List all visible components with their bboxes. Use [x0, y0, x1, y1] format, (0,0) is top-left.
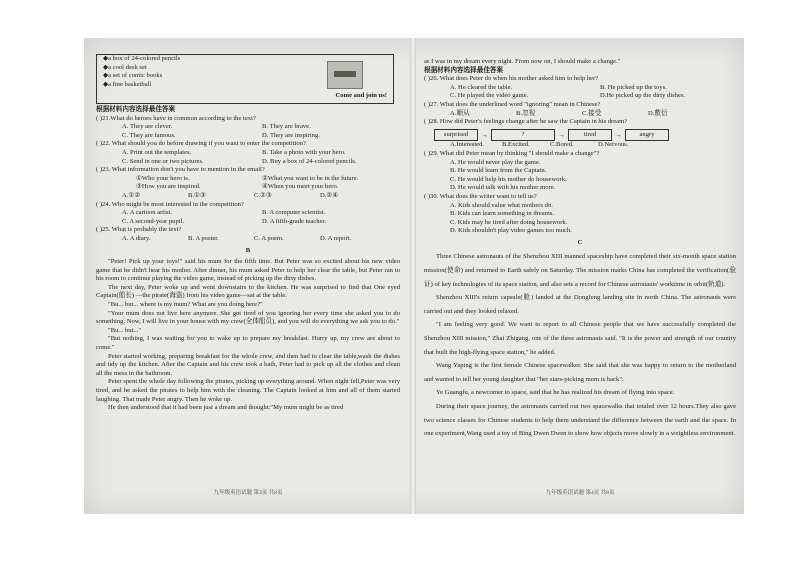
option: C. He played the video game.	[450, 92, 529, 100]
passage-paragraph: Wang Yaping is the first female Chinese spacewalker. She said that she was happy to return to the motherland and wanted to tell her young daughter that "her stars-picking mom is back".	[424, 362, 736, 383]
box-item: ◆a box of 24-colored pencils	[103, 55, 181, 62]
option: ④When you meet your hero.	[262, 183, 339, 191]
instruction: 根据材料内容选择最佳答案	[424, 66, 504, 74]
option: D. They are inspiring.	[262, 131, 320, 139]
option: B.Excited.	[502, 141, 530, 149]
passage-c	[424, 250, 736, 440]
question-29: ( )29. What did Peter mean by thinking "I should make a change"?	[424, 149, 600, 157]
passage-paragraph: "Your mum does not live here anymore. She got tired of you ignoring her every time she asked you to do something. Now, I will live in your house with my crew(全体船员), and you will do everything we ask you to do."	[96, 309, 400, 326]
page-footer: 九年级英语试题 第3页 共8页	[213, 490, 283, 497]
question-27: ( )27. What does the underlined word "ignoring" mean in Chinese?	[424, 100, 601, 108]
option: A.①②	[122, 191, 141, 199]
option: A. Print out the templates.	[122, 148, 192, 156]
passage-paragraph: "Peter! Pick up your toys!" said his mum for the fifth time. But Peter was so excited about his new video game that he didn't hear his mother. After dinner, his mum asked Peter to help her clear the table, but Peter ran to his room to continue playing the video game, instead of picking up the dirty dishes.	[96, 258, 400, 283]
option: ②What you want to be in the future.	[262, 174, 359, 182]
option: B. A poster.	[188, 234, 219, 242]
scanned-exam-sheet	[84, 38, 744, 514]
option: B. A computer scientist.	[262, 209, 326, 217]
feelings-flowchart	[434, 129, 736, 142]
option: C.接受	[582, 109, 602, 117]
option: B. He would learn from the Captain.	[450, 167, 547, 175]
option: C. Send in one or two pictures.	[122, 157, 204, 165]
option: B. Kids can learn something in dreams.	[450, 210, 555, 218]
option: ③How you are inspired.	[136, 183, 201, 191]
arrow-icon: →	[481, 130, 488, 139]
left-page	[96, 38, 400, 514]
option: D.敷衍	[648, 109, 668, 117]
question-23: ( )23. What information don't you have to mention in the email?	[96, 166, 265, 174]
question-25: ( )25. What is probably the text?	[96, 226, 182, 234]
option: C.Bored.	[550, 141, 574, 149]
passage-paragraph: Shenzhou XIII's return capsule(舱) landed at the Dongfeng landing site in north China. The astronauts were carried out and they looked relaxed.	[424, 294, 736, 315]
option: D. A report.	[320, 234, 352, 242]
passage-paragraph: He then understood that it had been just a dream and thought:"My mum might be as tired	[108, 404, 344, 412]
passage-paragraph: Ye Guangfu, a newcomer to space, said that he has realized his dream of flying into space.	[436, 389, 675, 397]
passage-paragraph: During their space journey, the astronauts carried out two spacewalks that totaled over 12 hours.They also gave two science classes for Chinese students to help them understand the difference between the earth and the space. In one experiment,Wang used a toy of Bing Dwen Dwen to show how objects move slowly in a weightless environment.	[424, 403, 736, 438]
option: A. Kids should value what mothers do.	[450, 201, 553, 209]
question-26: ( )26. What does Peter do when his mother asked him to help her?	[424, 75, 599, 83]
box-item: ◆a cool desk set	[103, 63, 147, 71]
flow-box: angry	[625, 129, 669, 142]
page-fold	[410, 38, 416, 514]
option: D.②④	[320, 191, 339, 199]
arrow-icon: →	[558, 130, 565, 139]
option: C. A second-year pupil.	[122, 217, 185, 225]
right-page	[424, 38, 736, 514]
option: D. Kids shouldn't play video games too much.	[450, 227, 572, 235]
option: A.Interested.	[450, 141, 485, 149]
option: D.He picked up the dirty dishes.	[600, 92, 686, 100]
option: D. He would talk with his mother more.	[450, 184, 556, 192]
option: B. He picked up the toys.	[600, 83, 667, 91]
option: A. They are clever.	[122, 123, 173, 131]
option: C. A poem.	[254, 234, 284, 242]
option: D.Nervous.	[598, 141, 629, 149]
option: B.忽视	[516, 109, 536, 117]
passage-paragraph: "But nothing, I was waiting for you to wake up to prepare my breakfast. Hurry up, my crew are about to come."	[96, 335, 400, 352]
section-c-heading: C	[577, 238, 583, 246]
option: C. Kids may be tired after doing housework.	[450, 218, 568, 226]
flow-box: tired	[568, 129, 612, 142]
option: A. A diary.	[122, 234, 151, 242]
option: B. They are brave.	[262, 123, 311, 131]
question-28: ( )28. How did Peter's feelings change after he saw the Captain in his dream?	[424, 118, 628, 126]
poster-logo-image	[327, 61, 363, 89]
passage-paragraph: Peter spent the whole day following the pirates, picking up everything around. When night fell,Peter was very tired, and he asked the pirates to help him with the cleaning. The Captain looked at him and all of them started laughing. That made Peter angry. Then he woke up.	[96, 378, 400, 403]
section-b-heading: B	[245, 246, 251, 254]
option: D. A fifth-grade teacher.	[262, 217, 326, 225]
box-item: ◆a fine basketball	[103, 80, 152, 88]
question-22: ( )22. What should you do before drawing if you want to enter the competition?	[96, 140, 306, 148]
option: C. He would help his mother do housework.	[450, 175, 567, 183]
question-21: ( )21.What do heroes have in common according to the text?	[96, 114, 256, 122]
passage-paragraph: The next day, Peter woke up and went downstairs to the kitchen. He was surprised to find that One eyed Captain(船长) —the pirate(海盗) from his video game—sat at the table.	[96, 283, 400, 300]
instruction: 根据材料内容选择最佳答案	[96, 106, 176, 113]
flow-box: surprised	[434, 129, 478, 142]
option: A. He would never play the game.	[450, 158, 541, 166]
option: B. Take a photo with your hero.	[262, 148, 346, 156]
question-24: ( )24. Who might be most interested in the competition?	[96, 200, 244, 208]
option: B.①③	[188, 191, 206, 199]
passage-paragraph: "I am feeling very good. We want to report to all Chinese people that we have successfully completed the Shenzhou XIII mission," Zhai Zhigang, one of the three astronauts said. "It is the power and strength of our country that built the high-flying space station," he added.	[424, 321, 736, 356]
passage-paragraph: Peter started working, preparing breakfast for the whole crew, and then had to clear the table,wash the dishes and tidy up the kitchen. After the Captain and his crew took a bath, Peter had to pick up all the clothes and clean all the mess in the bathroom.	[96, 352, 400, 377]
option: A. A cartoon artist.	[122, 209, 172, 217]
poster-box	[96, 54, 394, 104]
option: D. Buy a box of 24-colored pencils.	[262, 157, 357, 165]
option: A. He cleared the table.	[450, 83, 513, 91]
option: C. They are famous.	[122, 131, 176, 139]
join-text: Come and join us!	[335, 92, 387, 100]
passage-paragraph: "Bu... but... where is my mum? What are you doing here?"	[108, 301, 263, 309]
option: ①Who your hero is.	[136, 174, 190, 182]
passage-paragraph: Three Chinese astronauts of the Shenzhou XIII manned spaceship have completed their six-month space station mission(使命) and returned to Earth safely on Saturday. The mission marks China has completed the verification(验证) of key technologies of its space station, and also sets a record for Chinese astronauts' worktime in orbit(轨道).	[424, 253, 736, 288]
passage-continuation: as I was in my dream every night. From now on, I should make a change."	[424, 58, 621, 65]
flow-box: ?	[491, 129, 555, 142]
option: A.顺从	[450, 109, 470, 117]
box-item: ◆a set of comic books	[103, 72, 163, 80]
arrow-icon: →	[615, 130, 622, 139]
passage-paragraph: "Bu... but..."	[108, 326, 142, 334]
option: C.②③	[254, 191, 272, 199]
question-30: ( )30. What does the writer want to tell us?	[424, 192, 537, 200]
page-footer: 九年级英语试题 第4页 共8页	[545, 490, 615, 497]
